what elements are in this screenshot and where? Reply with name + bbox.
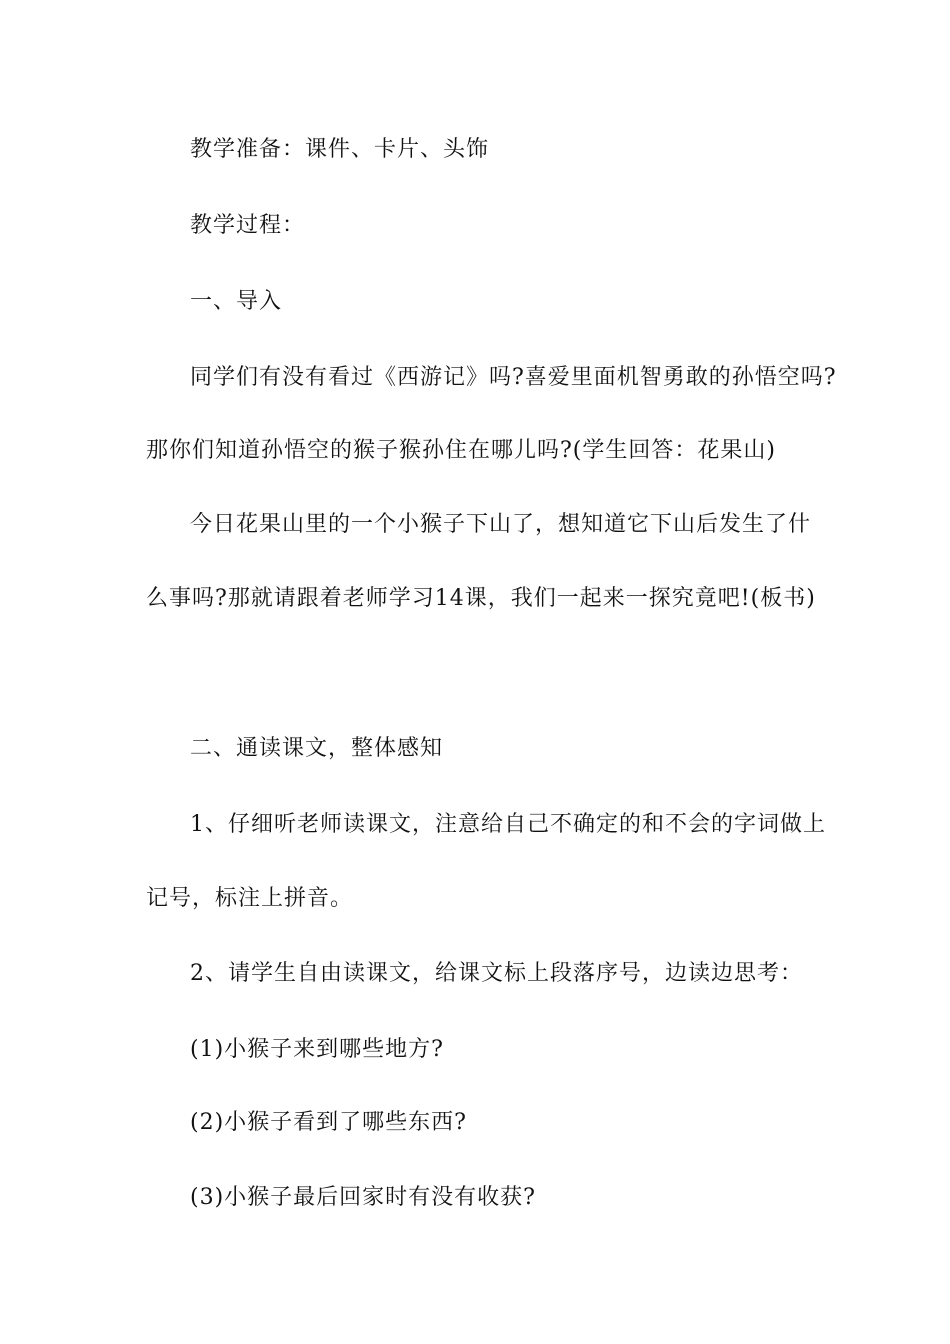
paragraph-line: 2、请学生自由读课文，给课文标上段落序号，边读边思考： xyxy=(190,961,803,986)
teaching-prep-line: 教学准备：课件、卡片、头饰 xyxy=(190,137,490,162)
question-item: (3)小猴子最后回家时有没有收获? xyxy=(190,1185,536,1210)
paragraph-line: 1、仔细听老师读课文，注意给自己不确定的和不会的字词做上 xyxy=(190,812,826,837)
question-item: (1)小猴子来到哪些地方? xyxy=(190,1037,444,1062)
teaching-process-heading: 教学过程： xyxy=(190,213,306,238)
section-intro-heading: 一、导入 xyxy=(190,289,283,314)
paragraph-line: 记号，标注上拼音。 xyxy=(146,886,354,911)
paragraph-line: 么事吗?那就请跟着老师学习14课，我们一起来一探究竟吧!(板书) xyxy=(146,586,816,611)
question-item: (2)小猴子看到了哪些东西? xyxy=(190,1110,467,1135)
paragraph-line: 同学们有没有看过《西游记》吗?喜爱里面机智勇敢的孙悟空吗? xyxy=(190,365,837,390)
paragraph-line: 今日花果山里的一个小猴子下山了，想知道它下山后发生了什 xyxy=(190,512,812,537)
paragraph-line: 那你们知道孙悟空的猴子猴孙住在哪儿吗?(学生回答：花果山) xyxy=(146,438,776,463)
section-reading-heading: 二、通读课文，整体感知 xyxy=(190,736,444,761)
